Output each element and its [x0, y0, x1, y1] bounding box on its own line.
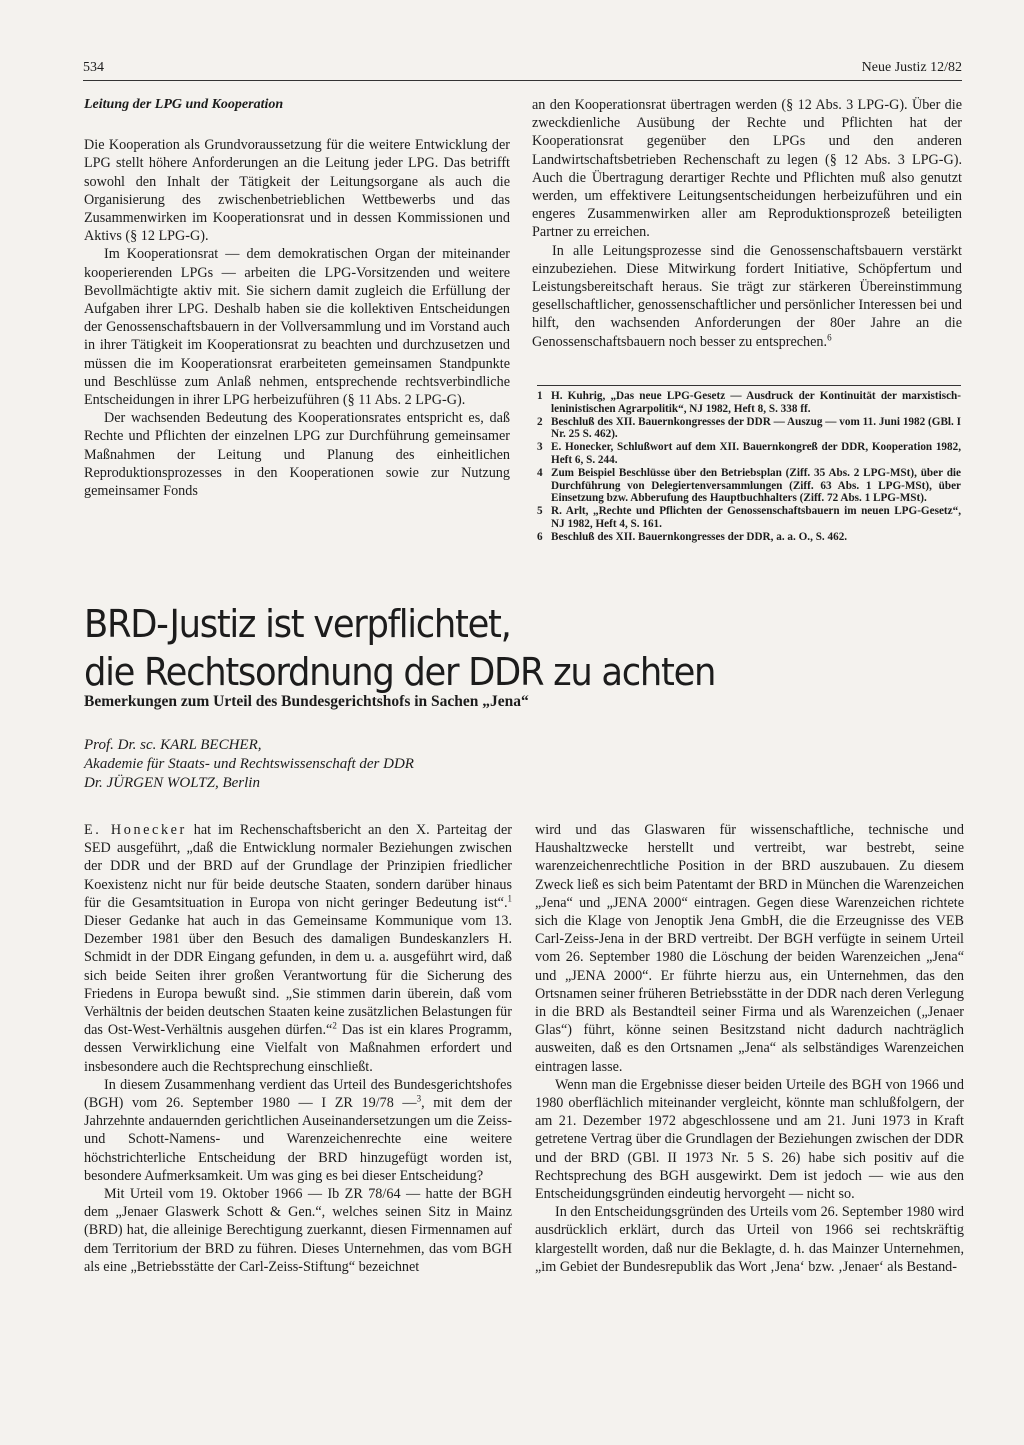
article-title — [84, 600, 902, 696]
author-affiliation: Akademie für Staats- und Rechtswissenschaft der DDR — [84, 756, 414, 772]
footnote — [537, 531, 961, 544]
paragraph — [84, 821, 512, 1076]
paragraph: In den Entscheidungsgründen des Urteils vom 26. September 1980 wird ausdrücklich erklärt, durch das Urteil von 1966 sei rechtskräftig klargestellt worden, daß nur die Beklagte, d. h. das Mainzer Unternehmen, „im Gebiet der Bundesrepublik das Wort ‚Jena‘ bzw. ‚Jenaer‘ als Bestand- — [535, 1204, 964, 1275]
body-right-column — [535, 821, 964, 1276]
body-left-column — [84, 821, 512, 1276]
paragraph: Wenn man die Ergebnisse dieser beiden Urteile des BGH von 1966 und 1980 oberflächlich miteinander vergleicht, könnte man schlußfolgern, der am 21. Dezember 1972 abgeschlossene und am 21. Juni 1973 in Kraft getretene Vertrag über die Grundlagen der Beziehungen zwischen der DDR und der BRD (GBl. II 1973 Nr. 5 S. 26) habe sich positiv auf die Rechtsprechung des BGH ausgewirkt. Dem ist jedoch — wie aus den Entscheidungsgründen eindeutig hervorgeht — nicht so. — [535, 1076, 964, 1203]
article-title-line: BRD-Justiz ist verpflichtet, — [84, 602, 511, 646]
paragraph-text: In alle Leitungsprozesse sind die Genossenschaftsbauern verstärkt einzubeziehen. Diese Mitwirkung fordert Initiative, Schöpfertum und Leistungsbereitschaft heraus. Sie trägt zur stärkeren Übereinstimmung gesellschaftlicher, genossenschaftlicher und persönlicher Interessen bei und hilft, den wachsenden Anforderungen der 80er Jahre an die Genossenschaftsbauern noch besser zu entsprechen. — [532, 242, 962, 350]
paragraph: Die Kooperation als Grundvoraussetzung für die weitere Entwicklung der LPG stellt höhere Anforderungen an die Leitung jeder LPG. Das betrifft sowohl den Inhalt der Tätigkeit der Leitungsorgane als auch die Organisierung des zwischenbetrieblichen Wettbewerbs und das Zusammenwirken im Kooperationsrat und in dessen Kommissionen und Aktivs (§ 12 LPG-G). — [84, 137, 510, 245]
footnotes — [537, 385, 961, 544]
paragraph: wird und das Glaswaren für wissenschaftliche, technische und Haushaltzwecke herstellt und vertreibt, war bestrebt, seine warenzeichenrechtliche Position in der BRD auszubauen. Zu diesem Zweck ließ es sich beim Patentamt der BRD in München die Warenzeichen „Jena“ und „JENA 2000“ eintragen. Gegen diese Warenzeichen richtete sich die Klage von Jenoptik Jena GmbH, die die Erzeugnisse des VEB Carl-Zeiss-Jena in der BRD vertreibt. Der BGH verfügte in seinem Urteil vom 26. September 1980 die Löschung der beiden Warenzeichen „Jena“ und „JENA 2000“. Er führte hierzu aus, ein Unternehmen, das den Ortsnamen seiner früheren Betriebsstätte in der DDR nach deren Verlegung in die BRD als Bestandteil seiner Firma und als Warenzeichen („Jenaer Glas“) führt, könne seinen Besitzstand nicht dadurch nachträglich ausweiten, daß es den Ortsnamen „Jena“ als selbständiges Warenzeichen eintragen lasse. — [535, 822, 964, 1075]
footnote-ref: 1 — [507, 893, 512, 904]
footnote-text: H. Kuhrig, „Das neue LPG-Gesetz — Ausdruck der Kontinuität der marxistisch-leninistischen Agrarpolitik“, NJ 1982, Heft 8, S. 338 ff. — [551, 390, 961, 415]
article-title-line: die Rechtsordnung der DDR zu achten — [84, 650, 716, 694]
page-number: 534 — [83, 60, 104, 75]
footnote — [537, 505, 961, 531]
footnote-ref: 6 — [827, 331, 832, 342]
footnote — [537, 467, 961, 505]
footnote-number: 3 — [537, 441, 543, 454]
footnote-ref: 2 — [332, 1020, 337, 1031]
authors — [84, 736, 414, 793]
author-name: Prof. Dr. sc. KARL BECHER, — [84, 737, 262, 753]
paragraph-text: , mit dem der Jahrzehnte andauernden gerichtlichen Auseinandersetzungen um die Zeiss- und Schott-Namens- und Warenzeichenrechte eine weitere höchstrichterliche Entscheidung der BRD hinzugefügt worden ist, besondere Aufmerksamkeit. Um was ging es bei dieser Entscheidung? — [84, 1095, 512, 1184]
paragraph — [84, 1076, 512, 1185]
footnote-ref: 3 — [416, 1093, 422, 1104]
footnote-number: 4 — [537, 466, 543, 479]
footnote — [537, 416, 961, 442]
paragraph: Im Kooperationsrat — dem demokratischen Organ der miteinander kooperierenden LPGs — arbeiten die LPG-Vorsitzenden und weitere Bevollmächtigte aktiv mit. Sie sichern damit zugleich die Erfüllung der Aufgaben ihrer LPG. Deshalb haben sie die kollektiven Entscheidungen der Genossenschaftsbauern in der Vollversammlung und im Vorstand auch in ihrer Tätigkeit im Kooperationsrat zu beachten und durchzusetzen und müssen die im Kooperationsrat erarbeiteten gemeinsamen Standpunkte und Beschlüsse zum Anlaß nehmen, entsprechende rechtsverbindliche Entscheidungen in ihrer LPG herbeizuführen (§ 11 Abs. 2 LPG-G). — [84, 246, 510, 409]
paragraph: Der wachsenden Bedeutung des Kooperationsrates entspricht es, daß Rechte und Pflichten der einzelnen LPG zur Durchführung gemeinsamer Maßnahmen der Leitung und Planung des einheitlichen Reproduktionsprozesses in den Kooperationen sowie zur Nutzung gemeinsamer Fonds — [84, 410, 510, 500]
paragraph-text: Das ist ein klares Programm, dessen Verwirklichung eine Vielfalt von Maßnahmen erfordert und insbesondere auch die Rechtsprechung einschließt. — [84, 1022, 512, 1075]
paragraph: an den Kooperationsrat übertragen werden (§ 12 Abs. 3 LPG-G). Über die zweckdienliche Ausübung der Rechte und Pflichten hat der Kooperationsrat gegenüber den LPGs und den anderen Landwirtschaftsbetrieben Rechenschaft zu legen (§ 12 Abs. 3 LPG-G). Auch die Übertragung derartiger Rechte und Pflichten muß also genutzt werden, um effektivere Leitungsentscheidungen herbeizuführen und ein engeres Zusammenwirken aller am Reproduktionsprozeß beteiligten Partner zu erreichen. — [532, 97, 962, 241]
footnote-text: Beschluß des XII. Bauernkongresses der DDR, a. a. O., S. 462. — [551, 530, 848, 543]
paragraph-text: hat im Rechenschaftsbericht an den X. Parteitag der SED ausgeführt, „daß die Entwicklung normaler Beziehungen zwischen der DDR und der BRD auf der Grundlage der Prinzipien friedlicher Koexistenz nicht nur für beide deutsche Staaten, sondern darüber hinaus für die Gesamtsituation in Europa von nicht geringer Bedeutung ist“. — [84, 822, 512, 911]
footnote-number: 1 — [537, 390, 543, 402]
article-subtitle: Bemerkungen zum Urteil des Bundesgerichtshofs in Sachen „Jena“ — [84, 693, 529, 710]
paragraph — [532, 242, 962, 351]
journal-issue: Neue Justiz 12/82 — [861, 60, 962, 75]
running-head — [83, 58, 962, 81]
paragraph: Mit Urteil vom 19. Oktober 1966 — Ib ZR 78/64 — hatte der BGH dem „Jenaer Glaswerk Schott & Gen.“, welches seinen Sitz in Mainz (BRD) hat, die alleinige Berechtigung zuerkannt, diesen Firmennamen auf dem Territorium der BRD zu führen. Dieses Unternehmen, das vom BGH als eine „Betriebsstätte der Carl-Zeiss-Stiftung“ bezeichnet — [84, 1186, 512, 1275]
person-name: E. Honecker — [84, 822, 187, 838]
top-right-column — [532, 96, 962, 351]
footnote-text: R. Arlt, „Rechte und Pflichten der Genossenschaftsbauern im neuen LPG-Gesetz“, NJ 1982, Heft 4, S. 161. — [551, 505, 961, 530]
footnote-number: 5 — [537, 505, 543, 518]
footnote-text: E. Honecker, Schlußwort auf dem XII. Bauernkongreß der DDR, Kooperation 1982, Heft 6, S. 244. — [551, 441, 961, 466]
footnote-number: 6 — [537, 530, 543, 543]
top-left-column — [84, 96, 510, 500]
footnote-text: Zum Beispiel Beschlüsse über den Betriebsplan (Ziff. 35 Abs. 2 LPG-MSt), über die Durchführung von Delegiertenversammlungen (Ziff. 63 Abs. 1 LPG-MSt), über Einsetzung bzw. Abberufung des Hauptbuchhalters (Ziff. 72 Abs. 1 LPG-MSt). — [551, 466, 961, 505]
author-name: Dr. JÜRGEN WOLTZ, Berlin — [84, 775, 260, 791]
paragraph-text: In diesem Zusammenhang verdient das Urteil des Bundesgerichtshofes (BGH) vom 26. September 1980 — I ZR 19/78 — — [84, 1076, 512, 1112]
footnote — [537, 441, 961, 467]
footnote — [537, 390, 961, 416]
section-heading: Leitung der LPG und Kooperation — [84, 97, 284, 112]
footnote-text: Beschluß des XII. Bauernkongresses der DDR — Auszug — vom 11. Juni 1982 (GBl. I Nr. 25 S. 462). — [551, 415, 961, 441]
footnote-number: 2 — [537, 415, 543, 428]
paragraph-text: Dieser Gedanke hat auch in das Gemeinsame Kommunique vom 13. Dezember 1981 über den Besuch des damaligen Bundeskanzlers H. Schmidt in der DDR Eingang gefunden, in dem u. a. ausgeführt wird, daß sich beide Seiten ihrer großen Verantwortung für die Sicherung des Friedens in Europa bewußt sind. „Sie stimmen darin überein, daß vom Verhältnis der beiden deutschen Staaten keine zusätzlichen Belastungen für das Ost-West-Verhältnis ausgehen dürfen.“ — [84, 913, 512, 1039]
